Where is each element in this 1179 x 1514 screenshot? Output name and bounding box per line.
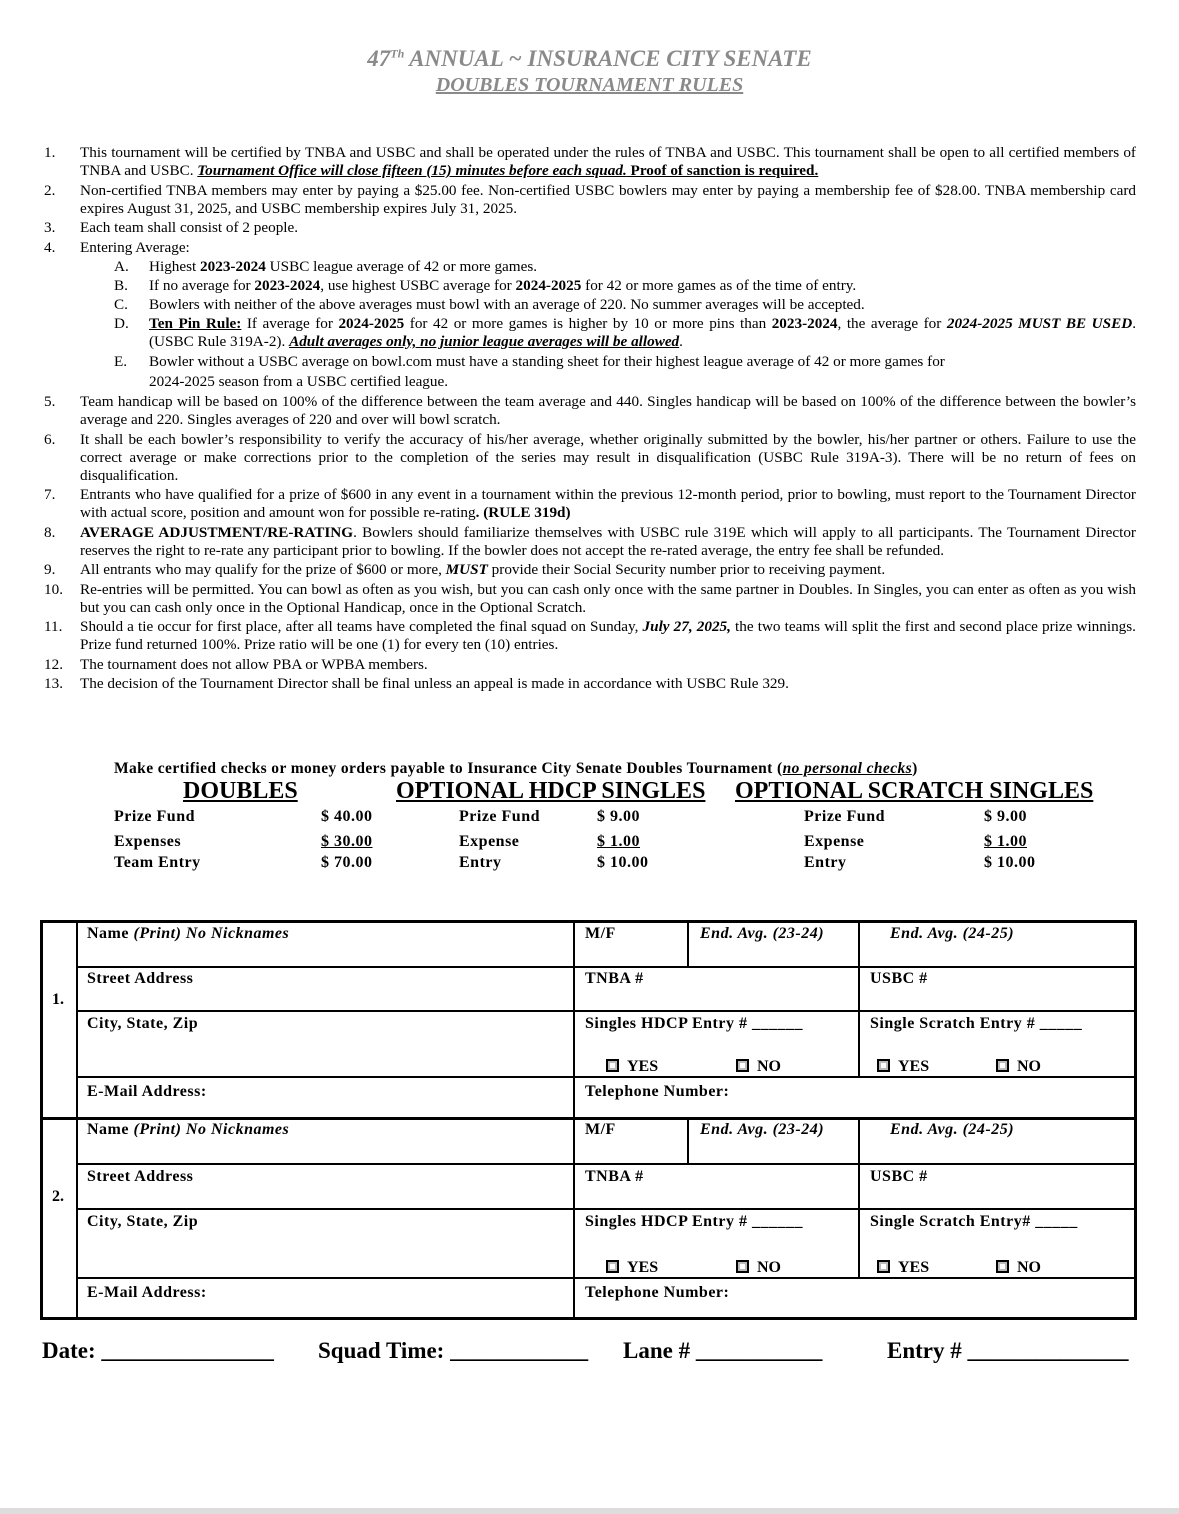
doubles-expense-value: $ 30.00 [321,833,373,850]
row-line [76,1163,1137,1165]
rule-11: 11. Should a tie occur for first place, after all teams have completed the final squad on Sunday, July 27, 2025, the two teams will split the first and second place prize winnings. Prize fund returned 100%. Prize ratio will be one (1) for every ten (10) entries. [44,618,1136,653]
date-field[interactable]: Date: _______________ [42,1338,274,1363]
bowler-1-scratch-entry-field[interactable]: Single Scratch Entry # _____ [870,1015,1083,1032]
checkbox-icon [877,1059,890,1072]
rule-8: 8. AVERAGE ADJUSTMENT/RE-RATING. Bowlers should familiarize themselves with USBC rule 319E which will apply to all participants. The Tournament Director reserves the right to re-rate any participant prior to bowling. If the bowler does not accept the re-rated average, the entry fee shall be refunded. [44,523,1136,559]
bowler-1-email-field[interactable]: E-Mail Address: [87,1083,207,1100]
bowler-1-usbc-field[interactable]: USBC # [870,970,928,987]
bowler-1-scratch-no-checkbox[interactable]: NO [996,1058,1041,1076]
doubles-entry-label: Team Entry [114,854,201,871]
scratch-prize-label: Prize Fund [804,808,885,825]
rule-3: 3. Each team shall consist of 2 people. [44,219,299,236]
rule-4: 4. Entering Average: [44,238,190,256]
bowler-1-number: 1. [52,991,64,1008]
doubles-title: DOUBLES [183,778,298,804]
entry-form [40,920,1137,1320]
bowler-2-phone-field[interactable]: Telephone Number: [585,1284,730,1301]
bowler-2-number: 2. [52,1188,64,1205]
checkbox-icon [996,1260,1009,1273]
average-rule-e: E. Bowler without a USBC average on bowl.com must have a standing sheet for their highest league average of 42 or more games for 2024-2025 season from a USBC certified league. [114,353,945,390]
entry-number-field[interactable]: Entry # ______________ [887,1338,1129,1363]
bowler-2-street-field[interactable]: Street Address [87,1168,194,1185]
hdcp-singles-title: OPTIONAL HDCP SINGLES [396,778,706,804]
lane-field[interactable]: Lane # ___________ [623,1338,823,1363]
bowler-2-mf-field[interactable]: M/F [585,1121,616,1138]
checkbox-icon [877,1260,890,1273]
hdcp-entry-value: $ 10.00 [597,854,649,871]
bowler-2-tnba-field[interactable]: TNBA # [585,1168,644,1185]
bowler-1-city-field[interactable]: City, State, Zip [87,1015,199,1032]
scratch-singles-title: OPTIONAL SCRATCH SINGLES [735,778,1094,804]
payment-instructions: Make certified checks or money orders payable to Insurance City Senate Doubles Tournament (no personal checks) [114,760,918,777]
column-divider-right-1 [858,923,860,1077]
number-column-divider [76,923,78,1317]
scratch-prize-value: $ 9.00 [984,808,1027,825]
bowler-1-tnba-field[interactable]: TNBA # [585,970,644,987]
rule-12: 12. The tournament does not allow PBA or WPBA members. [44,655,428,673]
scratch-entry-label: Entry [804,854,847,871]
bowler-2-hdcp-yes-checkbox[interactable]: YES [606,1259,658,1277]
column-divider-mf-2 [687,1119,689,1164]
rule-7: 7. Entrants who have qualified for a prize of $600 in any event in a tournament within the previous 12-month period, prior to bowling, must report to the Tournament Director with actual score, position and amount won for possible re-rating. (RULE 319d) [44,486,1136,521]
scratch-expense-label: Expense [804,833,865,850]
doubles-entry-value: $ 70.00 [321,854,373,871]
bowler-1-phone-field[interactable]: Telephone Number: [585,1083,730,1100]
doubles-prize-label: Prize Fund [114,808,195,825]
doubles-expense-label: Expenses [114,833,182,850]
column-divider-main [573,923,575,1317]
row-line [76,1010,1137,1012]
bowler-1-scratch-yes-checkbox[interactable]: YES [877,1058,929,1076]
checkbox-icon [606,1059,619,1072]
rules-list [44,144,1136,695]
doubles-prize-value: $ 40.00 [321,808,373,825]
average-rule-a: A. Highest 2023-2024 USBC league average of 42 or more games. [114,258,538,275]
column-divider-mf-1 [687,923,689,968]
rule-13: 13. The decision of the Tournament Director shall be final unless an appeal is made in accordance with USBC Rule 329. [44,675,789,692]
squad-time-field[interactable]: Squad Time: ____________ [318,1338,589,1363]
rule-2: 2. Non-certified TNBA members may enter by paying a $25.00 fee. Non-certified USBC bowlers may enter by paying a membership fee of $28.00. TNBA membership card expires August 31, 2025, and USBC membership expires July 31, 2025. [44,181,1136,217]
average-rule-d: D. Ten Pin Rule: If average for 2024-2025 for 42 or more games is higher by 10 or more pins than 2023-2024, the average for 2024-2025 MUST BE USED. (USBC Rule 319A-2). Adult averages only, no junior league averages will be allowed. [114,315,1136,350]
checkbox-icon [736,1059,749,1072]
title-line-2: DOUBLES TOURNAMENT RULES [435,74,744,96]
row-line [76,1076,1137,1078]
rule-9: 9. All entrants who may qualify for the prize of $600 or more, MUST provide their Social Security number prior to receiving payment. [44,561,886,578]
bowler-2-avg-2324-field[interactable]: End. Avg. (23-24) [700,1121,825,1138]
bowler-2-avg-2425-field[interactable]: End. Avg. (24-25) [890,1121,1015,1138]
bowler-separator [43,1117,1137,1120]
bowler-1-hdcp-no-checkbox[interactable]: NO [736,1058,781,1076]
bowler-1-avg-2425-field[interactable]: End. Avg. (24-25) [890,925,1015,942]
rule-1: 1. This tournament will be certified by TNBA and USBC and shall be operated under the rules of TNBA and USBC. This tournament shall be open to all certified members of TNBA and USBC. Tournament Office will close fifteen (15) minutes before each squad. Proof of sanction is required. [44,144,1136,179]
hdcp-expense-label: Expense [459,833,520,850]
bowler-2-hdcp-no-checkbox[interactable]: NO [736,1259,781,1277]
rule-5: 5. Team handicap will be based on 100% of the difference between the team average and 440. Singles handicap will be based on 100% of the difference between the bowler’s average and 220. Singles averages of 220 and over will bowl scratch. [44,393,1136,428]
hdcp-prize-value: $ 9.00 [597,808,640,825]
title-line-1: 47Th ANNUAL ~ INSURANCE CITY SENATE [367,46,812,71]
bowler-2-scratch-yes-checkbox[interactable]: YES [877,1259,929,1277]
checkbox-icon [736,1260,749,1273]
bowler-2-usbc-field[interactable]: USBC # [870,1168,928,1185]
row-line [76,1208,1137,1210]
bowler-1-hdcp-entry-field[interactable]: Singles HDCP Entry # ______ [585,1015,803,1032]
column-divider-right-2 [858,1119,860,1277]
hdcp-entry-label: Entry [459,854,502,871]
bowler-1-avg-2324-field[interactable]: End. Avg. (23-24) [700,925,825,942]
rule-10: 10. Re-entries will be permitted. You can bowl as often as you wish, but you can cash only once with the same partner in Doubles. In Singles, you can enter as often as you wish but you can cash only once in the Optional Handicap, once in the Optional Scratch. [44,580,1136,616]
rule-6: 6. It shall be each bowler’s responsibility to verify the accuracy of his/her average, whether originally submitted by the bowler, his/her partner or others. Failure to use the correct average or make corrections prior to the completion of the series may result in disqualification (USBC Rule 319A-3). There will be no return of fees on disqualification. [44,430,1136,484]
hdcp-prize-label: Prize Fund [459,808,540,825]
row-line [76,1277,1137,1279]
bowler-2-hdcp-entry-field[interactable]: Singles HDCP Entry # ______ [585,1213,803,1230]
bowler-1-hdcp-yes-checkbox[interactable]: YES [606,1058,658,1076]
bowler-2-name-field[interactable]: Name (Print) No Nicknames [87,1121,290,1138]
bowler-2-scratch-entry-field[interactable]: Single Scratch Entry# _____ [870,1213,1078,1230]
bowler-2-scratch-no-checkbox[interactable]: NO [996,1259,1041,1277]
checkbox-icon [996,1059,1009,1072]
scratch-entry-value: $ 10.00 [984,854,1036,871]
scratch-expense-value: $ 1.00 [984,833,1027,850]
hdcp-expense-value: $ 1.00 [597,833,640,850]
bowler-1-name-field[interactable]: Name (Print) No Nicknames [87,925,290,942]
checkbox-icon [606,1260,619,1273]
bowler-2-email-field[interactable]: E-Mail Address: [87,1284,207,1301]
bowler-2-city-field[interactable]: City, State, Zip [87,1213,199,1230]
average-rule-b: B. If no average for 2023-2024, use highest USBC average for 2024-2025 for 42 or more games as of the time of entry. [114,277,857,294]
average-rule-c: C. Bowlers with neither of the above averages must bowl with an average of 220. No summer averages will be accepted. [114,296,865,313]
row-line [76,966,1137,968]
page-bottom-border [0,1508,1179,1514]
bowler-1-mf-field[interactable]: M/F [585,925,616,942]
bowler-1-street-field[interactable]: Street Address [87,970,194,987]
